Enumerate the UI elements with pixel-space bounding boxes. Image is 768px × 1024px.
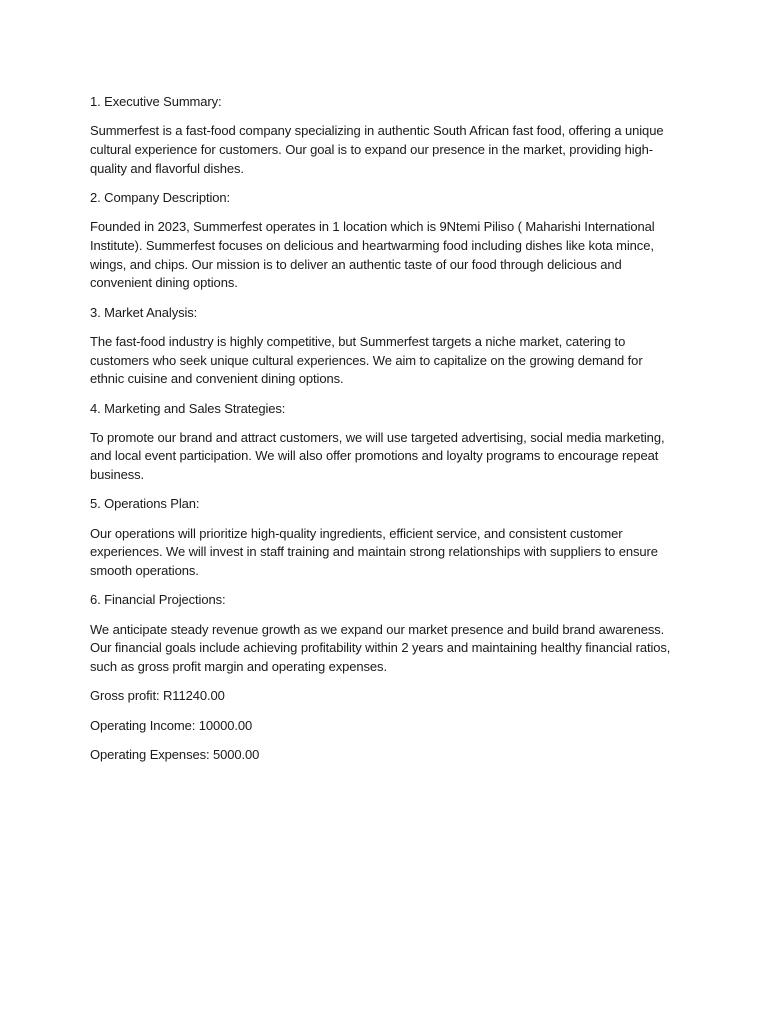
operations-plan-text: Our operations will prioritize high-quality ingredients, efficient service, and consistent customer experiences. We will invest in staff training and maintain strong relationships with suppliers to ensure smooth operations. [90, 525, 658, 579]
executive-summary-text: Summerfest is a fast-food company specializing in authentic South African fast food, offering a unique cultural experience for customers. Our goal is to expand our presence in the market, providing high-quality and flavorful dishes. [90, 123, 664, 176]
market-analysis-heading: 3. Market Analysis: [90, 304, 198, 320]
company-description-text: Founded in 2023, Summerfest operates in 1 location which is 9Ntemi Piliso ( Maharishi International Institute). Summerfest focuses on delicious and heartwarming food including dishes like kota mince, wings, and chips. Our mission is to deliver an authentic taste of our food through delicious and convenient dining options. [90, 219, 655, 291]
operations-plan-heading: 5. Operations Plan: [90, 496, 200, 512]
market-analysis-text: The fast-food industry is highly competitive, but Summerfest targets a niche market, catering to customers who seek unique cultural experiences. We aim to capitalize on the growing demand for ethnic cuisine and convenient dining options. [90, 333, 643, 387]
gross-profit-line: Gross profit: R11240.00 [90, 688, 225, 704]
executive-summary-heading: 1. Executive Summary: [90, 94, 222, 109]
document-body [90, 93, 680, 776]
company-description-heading: 2. Company Description: [90, 189, 231, 205]
marketing-sales-heading: 4. Marketing and Sales Strategies: [90, 400, 286, 416]
marketing-sales-text: To promote our brand and attract customers, we will use targeted advertising, social media marketing, and local event participation. We will also offer promotions and loyalty programs to encourage repeat business. [90, 429, 665, 483]
financial-projections-text: We anticipate steady revenue growth as we expand our market presence and build brand awareness. Our financial goals include achieving profitability within 2 years and maintaining healthy financial ratios, such as gross profit margin and operating expenses. [90, 621, 671, 675]
operating-income-line: Operating Income: 10000.00 [90, 717, 253, 733]
operating-expenses-line: Operating Expenses: 5000.00 [90, 747, 260, 763]
financial-projections-heading: 6. Financial Projections: [90, 592, 226, 608]
